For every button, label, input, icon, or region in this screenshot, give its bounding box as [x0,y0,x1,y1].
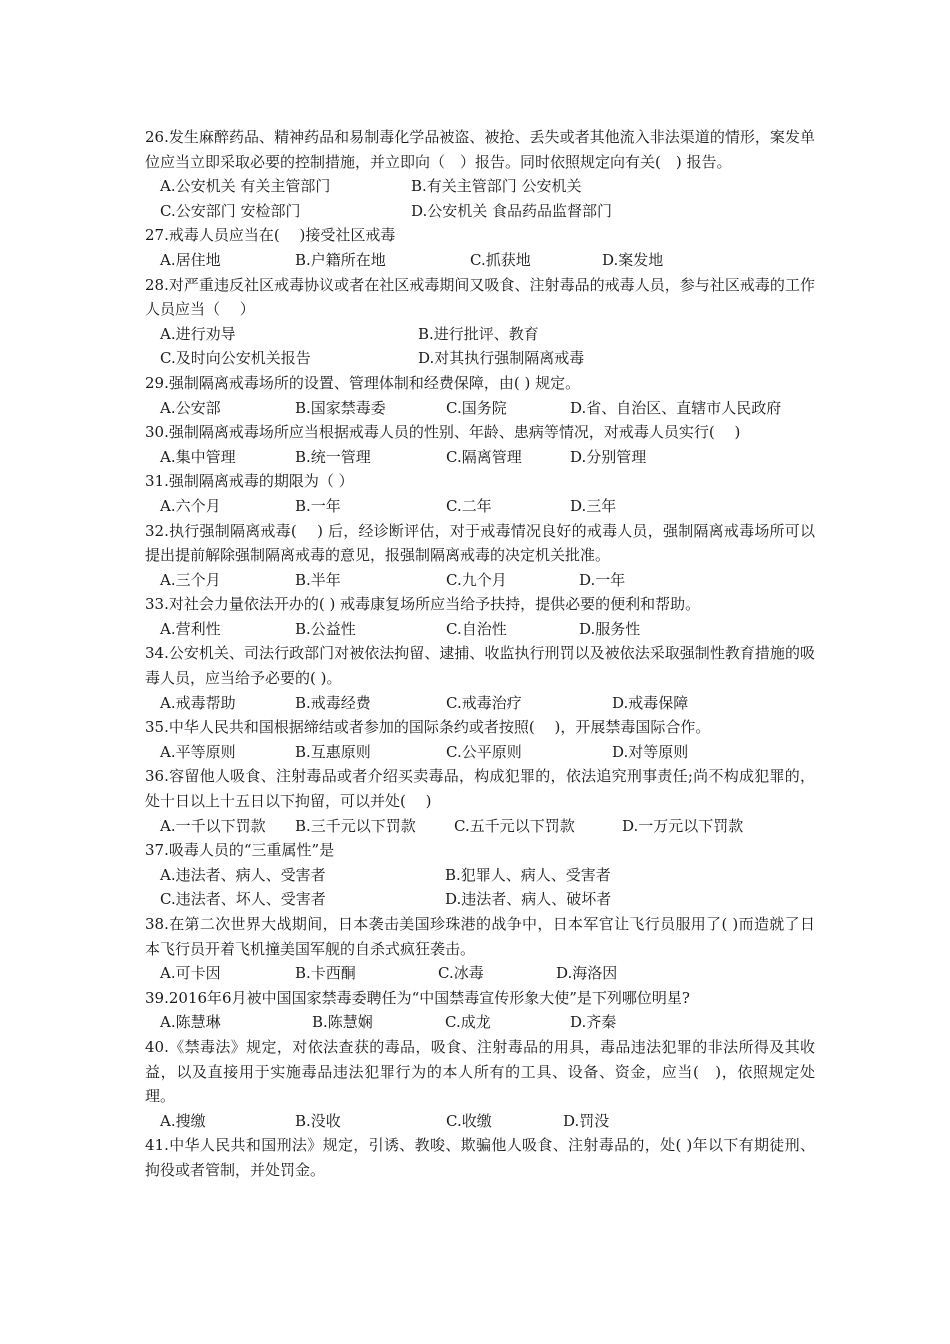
option-d: D.海洛因 [556,964,618,983]
question-27 [145,223,815,272]
option-d: D.戒毒保障 [612,693,689,712]
option-a: A.公安机关 有关主管部门 [160,177,331,196]
question-33 [145,592,815,641]
option-a: A.一千以下罚款 [160,816,266,835]
question-stem: 40.《禁毒法》规定，对依法查获的毒品，吸食、注射毒品的用具，毒品违法犯罪的非法所得及其收益，以及直接用于实施毒品违法犯罪行为的本人所有的工具、设备、资金，应当( )，依照规定处理。 [145,1037,815,1106]
question-41 [145,1133,815,1182]
option-a: A.三个月 [160,570,221,589]
option-a: A.公安部 [160,398,221,417]
option-c: C.公平原则 [446,742,522,761]
options-row [145,445,815,470]
option-b: B.三千元以下罚款 [295,816,416,835]
option-c: C.冰毒 [438,964,484,983]
option-d: D.对其执行强制隔离戒毒 [418,349,585,368]
option-b: B.互惠原则 [295,742,371,761]
option-a: A.营利性 [160,619,221,638]
option-a: A.集中管理 [160,447,236,466]
question-29 [145,371,815,420]
options-row [145,322,815,347]
option-b: B.陈慧娴 [312,1013,373,1032]
option-a: A.戒毒帮助 [160,693,236,712]
option-d: D.分别管理 [570,447,647,466]
question-stem: 31.强制隔离戒毒的期限为（ ） [145,472,354,491]
option-c: C.抓获地 [470,250,531,269]
question-36 [145,764,815,838]
option-d: D.一年 [579,570,626,589]
option-a: A.违法者、病人、受害者 [160,865,326,884]
option-b: B.一年 [295,496,341,515]
question-stem: 38.在第二次世界大战期间，日本袭击美国珍珠港的战争中，日本军官让飞行员服用了( )而造就了日本飞行员开着飞机撞美国军舰的自杀式疯狂袭击。 [145,915,815,958]
option-d: D.罚没 [563,1111,610,1130]
option-c: C.收缴 [446,1111,492,1130]
question-40 [145,1035,815,1133]
option-c: C.五千元以下罚款 [454,816,575,835]
question-30 [145,420,815,469]
option-b: B.有关主管部门 公安机关 [411,177,582,196]
option-b: B.户籍所在地 [295,250,386,269]
question-39 [145,986,815,1035]
option-b: B.戒毒经费 [295,693,371,712]
option-d: D.对等原则 [612,742,689,761]
option-a: A.陈慧琳 [160,1013,221,1032]
options-row [145,199,815,224]
options-row [145,568,815,593]
question-31 [145,469,815,518]
options-row [145,740,815,765]
option-c: C.自治性 [446,619,507,638]
option-a: A.平等原则 [160,742,236,761]
question-stem: 39.2016年6月被中国国家禁毒委聘任为“中国禁毒宣传形象大使”是下列哪位明星? [145,988,690,1007]
option-a: A.六个月 [160,496,221,515]
question-stem: 27.戒毒人员应当在( )接受社区戒毒 [145,226,396,245]
options-row [145,814,815,839]
question-32 [145,519,815,593]
option-c: C.九个月 [446,570,507,589]
option-c: C.国务院 [446,398,507,417]
option-d: D.公安机关 食品药品监督部门 [411,201,613,220]
option-b: B.犯罪人、病人、受害者 [445,865,611,884]
option-a: A.居住地 [160,250,221,269]
options-row [145,174,815,199]
option-a: A.进行劝导 [160,324,236,343]
options-row [145,691,815,716]
option-b: B.进行批评、教育 [418,324,539,343]
question-stem: 32.执行强制隔离戒毒( ) 后，经诊断评估，对于戒毒情况良好的戒毒人员，强制隔离戒毒场所可以提出提前解除强制隔离戒毒的意见，报强制隔离戒毒的决定机关批准。 [145,521,815,565]
option-b: B.统一管理 [295,447,371,466]
question-stem: 35.中华人民共和国根据缔结或者参加的国际条约或者按照( )，开展禁毒国际合作。 [145,718,711,737]
option-b: B.半年 [295,570,341,589]
question-stem: 36.容留他人吸食、注射毒品或者介绍买卖毒品，构成犯罪的，依法追究刑事责任;尚不构成犯罪的，处十日以上十五日以下拘留，可以并处( ) [145,767,815,811]
options-row [145,863,815,888]
option-b: B.公益性 [295,619,356,638]
question-stem: 28.对严重违反社区戒毒协议或者在社区戒毒期间又吸食、注射毒品的戒毒人员，参与社区戒毒的工作人员应当（ ） [145,275,815,319]
options-row [145,396,815,421]
option-c: C.违法者、坏人、受害者 [160,890,326,909]
option-d: D.齐秦 [570,1013,617,1032]
question-38 [145,912,815,986]
question-26 [145,125,815,223]
option-b: B.卡西酮 [295,964,356,983]
question-37 [145,838,815,912]
option-d: D.一万元以下罚款 [622,816,744,835]
question-stem: 41.中华人民共和国刑法》规定，引诱、教唆、欺骗他人吸食、注射毒品的，处( )年以下有期徒刑、拘役或者管制，并处罚金。 [145,1136,815,1179]
question-list [145,125,815,1183]
option-d: D.违法者、病人、破坏者 [445,890,612,909]
option-c: C.二年 [446,496,492,515]
options-row [145,887,815,912]
option-d: D.省、自治区、直辖市人民政府 [570,398,782,417]
question-stem: 34.公安机关、司法行政部门对被依法拘留、逮捕、收监执行刑罚以及被依法采取强制性教育措施的吸毒人员，应当给予必要的( )。 [145,644,815,688]
question-stem: 33.对社会力量依法开办的( ) 戒毒康复场所应当给予扶持，提供必要的便利和帮助。 [145,595,701,614]
question-35 [145,715,815,764]
option-b: B.国家禁毒委 [295,398,386,417]
options-row [145,346,815,371]
option-a: A.搜缴 [160,1111,206,1130]
option-c: C.及时向公安机关报告 [160,349,311,368]
option-c: C.成龙 [445,1013,491,1032]
option-a: A.可卡因 [160,964,221,983]
question-stem: 29.强制隔离戒毒场所的设置、管理体制和经费保障，由( ) 规定。 [145,373,581,392]
options-row [145,1010,815,1035]
question-stem: 37.吸毒人员的“三重属性”是 [145,841,335,860]
options-row [145,617,815,642]
question-34 [145,641,815,715]
question-stem: 30.强制隔离戒毒场所应当根据戒毒人员的性别、年龄、患病等情况，对戒毒人员实行( ) [145,423,741,442]
question-stem: 26.发生麻醉药品、精神药品和易制毒化学品被盗、被抢、丢失或者其他流入非法渠道的情形，案发单位应当立即采取必要的控制措施，并立即向（ ）报告。同时依照规定向有关( ) 报告。 [145,128,815,171]
option-d: D.案发地 [602,250,664,269]
option-c: C.公安部门 安检部门 [160,201,301,220]
option-d: D.三年 [570,496,617,515]
options-row [145,1109,815,1134]
question-28 [145,273,815,371]
option-c: C.戒毒治疗 [446,693,522,712]
option-b: B.没收 [295,1111,341,1130]
option-d: D.服务性 [579,619,641,638]
options-row [145,961,815,986]
options-row [145,494,815,519]
options-row [145,248,815,273]
option-c: C.隔离管理 [446,447,522,466]
